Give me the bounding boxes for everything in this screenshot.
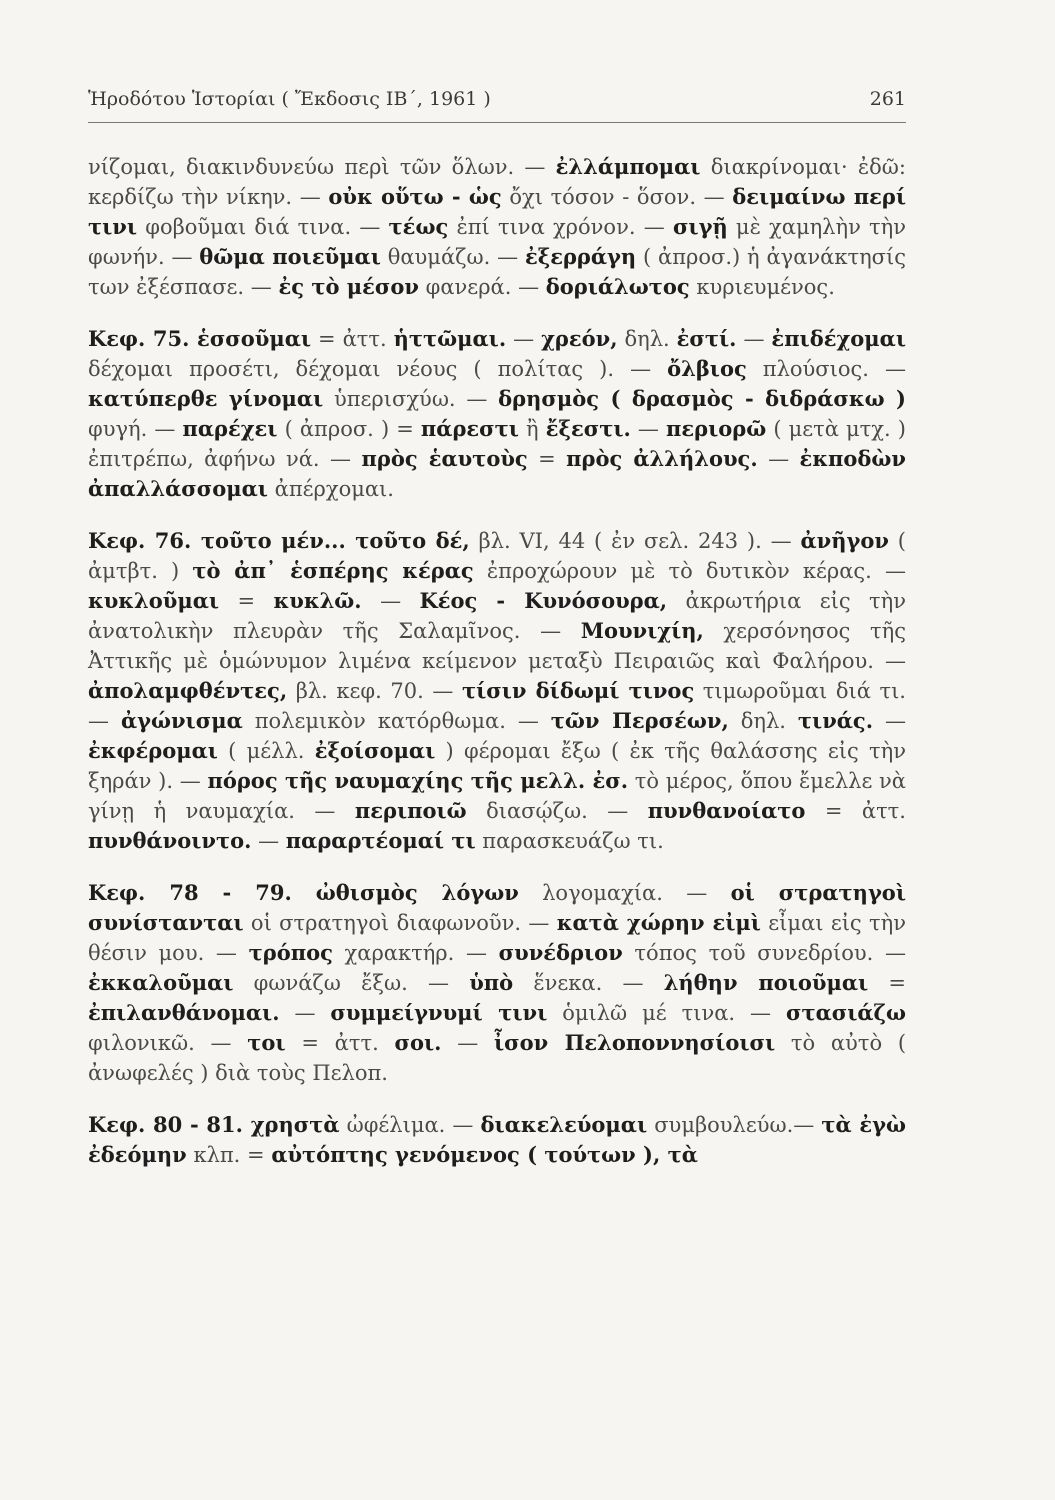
gloss-text: οἱ στρατηγοὶ διαφωνοῦν. — (243, 911, 557, 935)
gloss-text: βλ. VI, 44 ( ἐν σελ. 243 ). — (469, 529, 801, 553)
lemma-term: τέως (388, 214, 449, 239)
gloss-text: κυριευμένος. (689, 275, 835, 299)
gloss-text: ἀκρωτήρια εἰς τὴν ἀνατολικὴν πλευρὰν τῆς Σαλαμῖνος. — (88, 589, 906, 643)
gloss-text: ) φέρομαι ἔξω ( ἐκ τῆς θαλάσσης εἰς τὴν ξηράν ). — (88, 739, 906, 793)
lemma-term: σοι. (394, 1030, 442, 1055)
glossary-entry-chapter-76 (88, 526, 906, 856)
lemma-term: πρὸς ἀλλήλους. (566, 446, 758, 471)
gloss-text: ἀπέρχομαι. (267, 477, 394, 501)
lemma-term: ἐλλάμπομαι (555, 154, 701, 179)
lemma-term: χρεόν, (541, 326, 618, 351)
gloss-text: ὄχι τόσον - ὅσον. — (501, 185, 733, 209)
lemma-term: δοριάλωτος (545, 274, 690, 299)
gloss-text: λογομαχία. — (518, 881, 731, 905)
lemma-term: ἐξοίσομαι (314, 738, 436, 763)
lemma-term: οὐκ οὕτω - ὡς (328, 184, 502, 209)
lemma-term: ἔξεστι. (545, 416, 631, 441)
gloss-text: βλ. κεφ. 70. — (287, 679, 462, 703)
gloss-text: θαυμάζω. — (380, 245, 525, 269)
gloss-text: = ἀττ. (805, 799, 906, 823)
lemma-term: παραρτέομαί τι (285, 828, 476, 853)
lemma-term: ἐπιλανθάνομαι. (88, 1000, 280, 1025)
lemma-term: κυκλοῦμαι (88, 588, 220, 613)
glossary-entry-chapter-75 (88, 324, 906, 504)
gloss-text: τιμωροῦμαι διά τι. — (88, 679, 906, 733)
gloss-text: ὑπερισχύω. — (323, 387, 499, 411)
gloss-text: δηλ. (728, 709, 798, 733)
lemma-term: τῶν Περσέων, (550, 708, 729, 733)
lemma-term: παρέχει (182, 416, 278, 441)
lemma-term: ἑσσοῦμαι (189, 326, 312, 351)
gloss-text: — (757, 447, 800, 471)
chapter-label: Κεφ. 80 - 81. (88, 1112, 243, 1137)
gloss-text: — (441, 1031, 494, 1055)
header-rule (88, 122, 906, 123)
chapter-label: Κεφ. 78 - 79. (88, 880, 292, 905)
lemma-term: ἐκποδὼν ἀπαλλάσσομαι (88, 446, 907, 501)
page-number: 261 (869, 88, 906, 110)
gloss-text: χαρακτήρ. — (332, 941, 499, 965)
gloss-text: πολεμικὸν κατόρθωμα. — (242, 709, 551, 733)
gloss-text: μὲ χαμηλὴν τὴν φωνήν. — (88, 215, 907, 269)
lemma-term: πρὸς ἑαυτοὺς (361, 446, 528, 471)
lemma-term: ἐξερράγη (524, 244, 637, 269)
lemma-term: αὐτόπτης γενόμενος ( τούτων ), τὰ (271, 1142, 698, 1167)
lemma-term: κατύπερθε γίνομαι (88, 386, 324, 411)
lemma-term: ὑπὸ (469, 970, 514, 995)
lemma-term: τίσιν δίδωμί τινος (461, 678, 695, 703)
lemma-term: δειμαίνω περί τινι (88, 184, 906, 239)
gloss-text: δέχομαι προσέτι, δέχομαι νέους ( πολίτας ). — (88, 357, 668, 381)
lemma-term: περιορῶ (666, 416, 767, 441)
lemma-term: τινάς. (797, 708, 874, 733)
lemma-term: πυνθανοίατο (647, 798, 806, 823)
gloss-text: ἢ (518, 417, 546, 441)
gloss-text: ( ἀπροσ.) ἡ ἀγανάκτησίς των ἐξέσπασε. — (88, 245, 906, 299)
lemma-term: τοῦτο μέν... τοῦτο δέ, (191, 528, 470, 553)
gloss-text: — (251, 829, 286, 853)
lemma-term: κατὰ χώρην εἰμὶ (556, 910, 761, 935)
lemma-term: ἐκφέρομαι (88, 738, 218, 763)
gloss-text: = ἀττ. (285, 1031, 395, 1055)
lemma-term: ἐστί. (676, 326, 737, 351)
lemma-term: ἀπολαμφθέντες, (88, 678, 288, 703)
gloss-text: συμβουλεύω.— (647, 1113, 822, 1137)
gloss-text: ( ἀπροσ. ) = (277, 417, 421, 441)
gloss-text: φιλονικῶ. — (88, 1031, 248, 1055)
lemma-term: ἀνῆγον (800, 528, 889, 553)
lemma-term: οἱ στρατηγοὶ συνίστανται (88, 880, 906, 935)
lemma-term: τὸ ἀπ᾽ ἑσπέρης κέρας (192, 558, 474, 583)
gloss-text: — (736, 327, 772, 351)
gloss-text: — (361, 589, 420, 613)
gloss-text: = (527, 447, 567, 471)
gloss-text: δηλ. (617, 327, 677, 351)
lemma-term: τὰ ἐγὼ ἐδεόμην (88, 1112, 907, 1167)
lemma-term: θῶμα ποιεῦμαι (199, 244, 381, 269)
lemma-term: ἀγώνισμα (120, 708, 243, 733)
gloss-text: εἶμαι εἰς τὴν θέσιν μου. — (88, 911, 906, 965)
gloss-text: διασῴζω. — (466, 799, 648, 823)
gloss-text: ὠφέλιμα. — (339, 1113, 481, 1137)
lemma-term: περιποιῶ (354, 798, 467, 823)
gloss-text: παρασκευάζω τι. (475, 829, 664, 853)
gloss-text: τόπος τοῦ συνεδρίου. — (622, 941, 906, 965)
gloss-text: — (873, 709, 906, 733)
lemma-term: Μουνιχίη, (580, 618, 704, 643)
gloss-text: φωνάζω ἔξω. — (233, 971, 470, 995)
running-header (88, 88, 906, 110)
gloss-text: πλούσιος. — (746, 357, 906, 381)
lemma-term: τρόπος (248, 940, 333, 965)
lemma-term: ἐκκαλοῦμαι (88, 970, 234, 995)
glossary-body (88, 152, 906, 1170)
gloss-text: ἕνεκα. — (513, 971, 664, 995)
running-title: Ἡροδότου Ἱστορίαι ( Ἔκδοσις ΙΒ΄, 1961 ) (88, 88, 491, 110)
lemma-term: χρηστὰ (242, 1112, 340, 1137)
gloss-text: ἐπροχώρουν μὲ τὸ δυτικὸν κέρας. — (473, 559, 906, 583)
gloss-text: φοβοῦμαι διά τινα. — (137, 215, 389, 239)
lemma-term: πυνθάνοιντο. (88, 828, 252, 853)
lemma-term: σιγῇ (672, 214, 728, 239)
lemma-term: πάρεστι (420, 416, 519, 441)
gloss-text: κλπ. = (186, 1143, 272, 1167)
lemma-term: τοι (247, 1030, 286, 1055)
glossary-entry-chapter-80-81 (88, 1110, 906, 1170)
lemma-term: ἶσον Πελοποννησίοισι (493, 1030, 776, 1055)
lemma-term: ὄλβιος (667, 356, 747, 381)
chapter-label: Κεφ. 75. (88, 326, 190, 351)
gloss-text: ὁμιλῶ μέ τινα. — (547, 1001, 786, 1025)
gloss-text: — (279, 1001, 331, 1025)
gloss-text: φυγή. — (88, 417, 183, 441)
lemma-term: στασιάζω (785, 1000, 906, 1025)
lemma-term: ἐπιδέχομαι (771, 326, 907, 351)
gloss-text: χερσόνησος τῆς Ἀττικῆς μὲ ὁμώνυμον λιμένα κείμενον μεταξὺ Πειραιῶς καὶ Φαλήρου. — (88, 619, 907, 673)
gloss-text: τὸ μέρος, ὅπου ἔμελλε νὰ γίνῃ ἡ ναυμαχία. — (88, 769, 906, 823)
gloss-text: = (868, 971, 906, 995)
chapter-label: Κεφ. 76. (88, 528, 192, 553)
gloss-text: — (506, 327, 542, 351)
lemma-term: ἐς τὸ μέσον (278, 274, 419, 299)
lemma-term: πόρος τῆς ναυμαχίης τῆς μελλ. ἐσ. (207, 768, 629, 793)
gloss-text: διακρίνομαι· ἐδῶ: κερδίζω τὴν νίκην. — (88, 155, 906, 209)
gloss-text: φανερά. — (418, 275, 546, 299)
lemma-term: ἡττῶμαι. (393, 326, 507, 351)
glossary-entry-chapter-78-79 (88, 878, 906, 1088)
gloss-text: τὸ αὐτὸ ( ἀνωφελές ) διὰ τοὺς Πελοπ. (88, 1031, 907, 1085)
gloss-text: — (630, 417, 666, 441)
gloss-text: = ἀττ. (311, 327, 394, 351)
lemma-term: ὠθισμὸς λόγων (291, 880, 519, 905)
gloss-text: ( μέλλ. (217, 739, 315, 763)
lemma-term: συνέδριον (498, 940, 623, 965)
gloss-text: ( μετὰ μτχ. ) ἐπιτρέπω, ἀφήνω νά. — (88, 417, 906, 471)
gloss-text: ( ἀμτβτ. ) (88, 529, 906, 583)
lemma-term: Κέος - Κυνόσουρα, (419, 588, 668, 613)
lemma-term: δρησμὸς ( δρασμὸς - διδράσκω ) (498, 386, 906, 411)
gloss-text: νίζομαι, διακινδυνεύω περὶ τῶν ὅλων. — (88, 155, 556, 179)
glossary-entry-continuation (88, 152, 906, 302)
gloss-text: ἐπί τινα χρόνον. — (448, 215, 673, 239)
lemma-term: συμμείγνυμί τινι (330, 1000, 548, 1025)
lemma-term: διακελεύομαι (480, 1112, 648, 1137)
lemma-term: κυκλῶ. (273, 588, 362, 613)
gloss-text: = (219, 589, 274, 613)
lemma-term: λήθην ποιοῦμαι (663, 970, 869, 995)
